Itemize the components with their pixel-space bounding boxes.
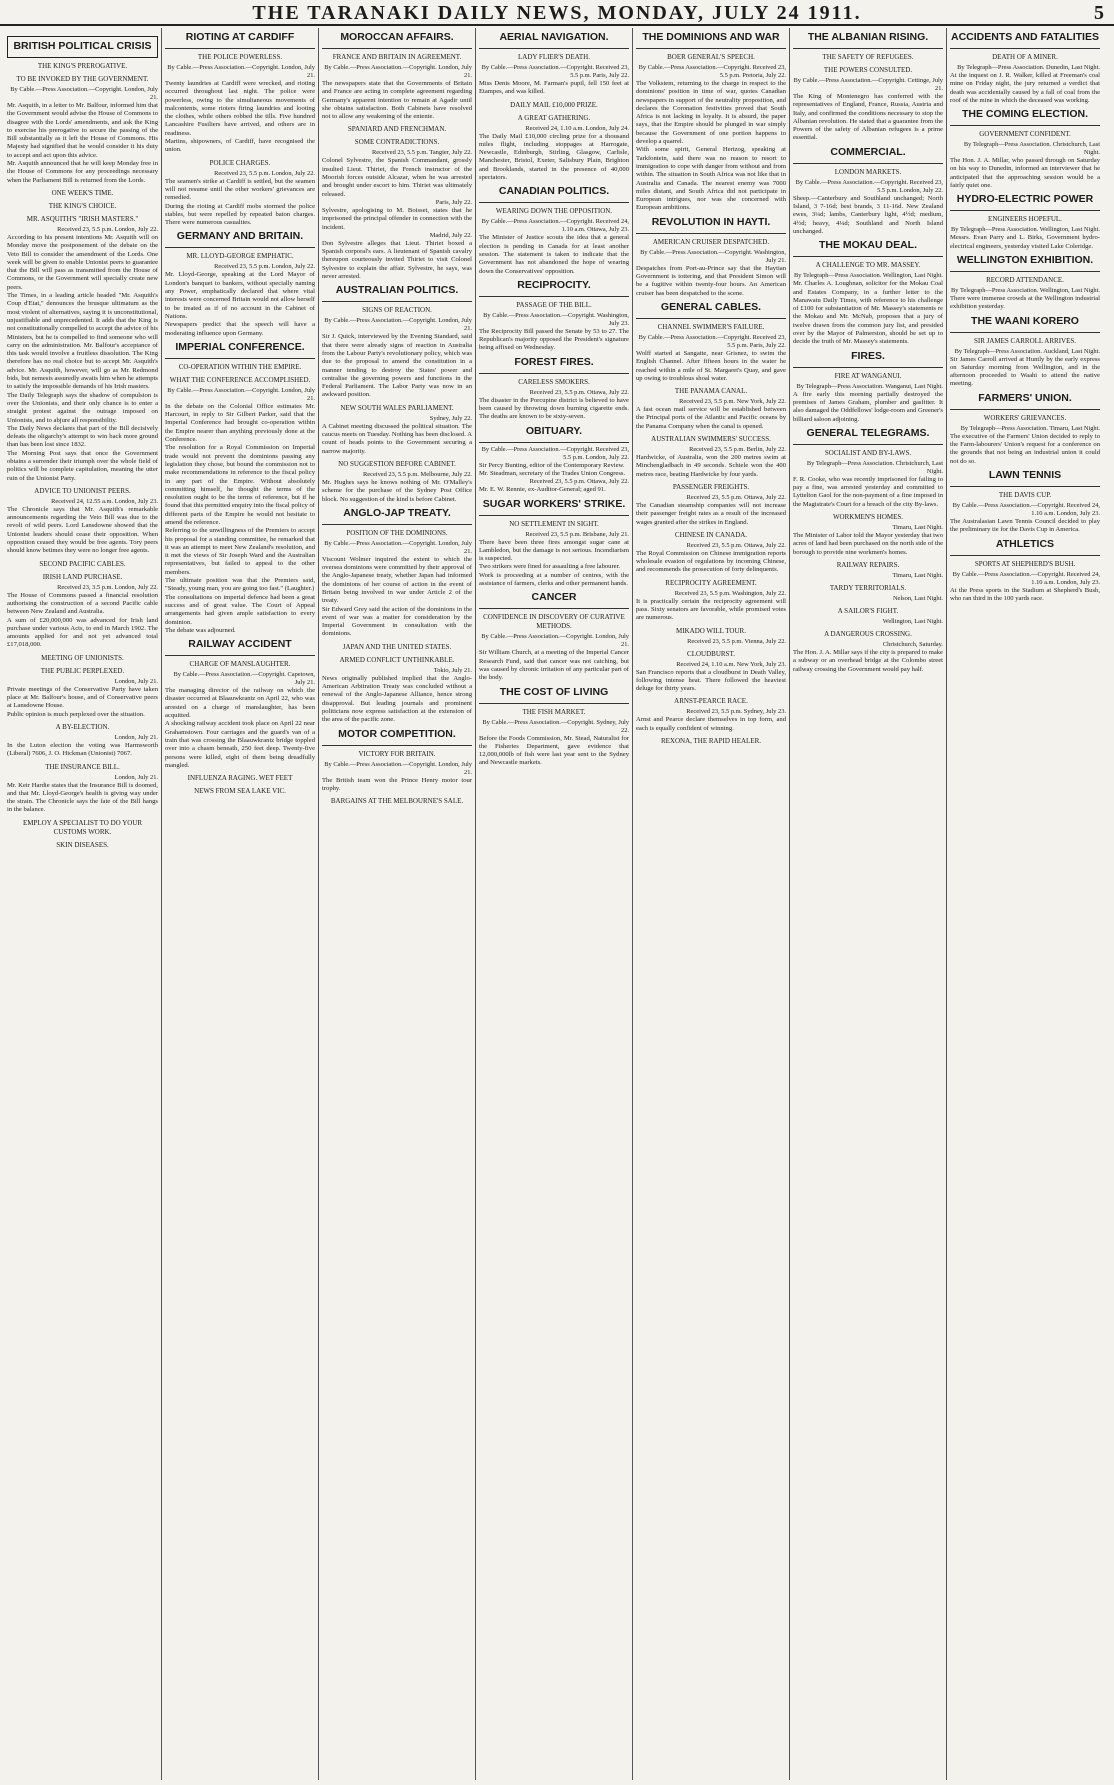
dateline: By Cable.—Press Association.—Copyright. Received 23, 5.5 p.m. Pretoria, July 22.	[638, 64, 786, 79]
paragraph: The Chronicle says that Mr. Asquith's remarkable announcements regarding the Veto Bill was due to the revolt of wild peers. Lord Lansdowne showed that the Unionist leaders should cease their opposition. When opposition ceased they would be free agents. Tory peers should know betimes they were no longer free agents.	[7, 505, 158, 555]
section-heading: GERMANY AND BRITAIN.	[165, 227, 315, 248]
subheading: A SAILOR'S FIGHT.	[837, 606, 899, 615]
dateline: Received 23, 5.5 p.m. Washington, July 22.	[674, 589, 786, 597]
paragraph: San Francisco reports that a cloudburst in Death Valley, following intense heat. There followed the heaviest deluge for thirty years.	[636, 668, 786, 693]
subheading: BARGAINS AT THE MELBOURNE'S SALE.	[330, 797, 464, 806]
paragraph: Mr. Keir Hardie states that the Insurance Bill is doomed, and that Mr. Lloyd-George's health is giving way under the strain. The Chronicle says the fate of the Bill hangs in the balance.	[7, 781, 158, 814]
paragraph: Private meetings of the Conservative Party have taken place at Mr. Balfour's house, and of Conservative peers at Lansdowne House.	[7, 685, 158, 710]
paragraph: Newspapers predict that the speech will have a moderating influence upon Germany.	[165, 321, 315, 337]
section-heading: SUGAR WORKERS' STRIKE.	[479, 495, 629, 516]
paragraph: The executive of the Farmers' Union decided to reply to the Farm-labourers' Union's request for a conference on the grounds that not being an industrial union it could not do so.	[950, 432, 1100, 465]
paragraph: Mr. Asquith, in a letter to Mr. Balfour, informed him that the Government would advise the House of Commons to disagree with the Lords' amendments, and ask the King to exercise his prerogative to secure the passing of the Bill substantially as it left the House of Commons. His Majesty had signified that he would consider it his duty to accept and act upon this advice.	[7, 102, 158, 159]
paragraph: A fire early this morning partially destroyed the premises of James Graham, plumber and gasfitter. It also damaged the Oddfellows' lodge-room and Greener's billiard saloon adjoining.	[793, 390, 943, 423]
paragraph: Two strikers were fined for assaulting a free labourer.	[479, 563, 621, 571]
subheading: CHANNEL SWIMMER'S FAILURE.	[657, 322, 765, 331]
subheading: RECIPROCITY AGREEMENT.	[665, 578, 757, 587]
paragraph: Mr. Lloyd-George, speaking at the Lord Mayor of London's banquet to bankers, without specially naming any Power, emphatically declared that where vital interests were concerned Britain would not allow herself to be treated as if of no account in the Cabinet of Nations.	[165, 271, 315, 320]
section-heading: THE COMING ELECTION.	[950, 105, 1100, 126]
dateline: Received 23, 5.5 p.m. Melbourne, July 22.	[363, 470, 472, 478]
dateline: By Cable.—Press Association.—Copyright. Received 23, 5.5 p.m. London, July 22.	[795, 178, 943, 194]
paragraph: Arnst and Pearce declare themselves in top form, and each is equally confident of winning.	[636, 716, 786, 732]
section-heading: RECIPROCITY.	[479, 276, 629, 297]
subheading: NO SETTLEMENT IN SIGHT.	[509, 519, 599, 528]
paragraph: Public opinion is much perplexed over the situation.	[7, 710, 145, 718]
section-heading: COMMERCIAL.	[793, 143, 943, 164]
column-4	[475, 28, 632, 1780]
paragraph: The Daily News declares that part of the Bill decisively defeats the oligarchy's attempt to win back more ground than has been lost since 1832.	[7, 424, 158, 449]
paragraph: The debate was adjourned.	[165, 626, 236, 634]
section-heading: FIRES.	[793, 347, 943, 368]
dateline: Madrid, July 22.	[429, 231, 472, 239]
dateline: Received 23, 5.5 p.m. Berlin, July 22.	[689, 446, 786, 454]
section-heading: MOROCCAN AFFAIRS.	[322, 28, 472, 49]
subheading: IRISH LAND PURCHASE.	[42, 572, 123, 581]
dateline: By Cable.—Press Association.—Copyright. Received 24, 1.10 a.m. London, July 23.	[952, 501, 1100, 517]
paragraph: A sum of £20,000,000 was advanced for Irish land purchase under various Acts, to end in March 1902. The amounts applied for and not yet advanced total £17,018,000.	[7, 616, 158, 649]
section-heading: IMPERIAL CONFERENCE.	[165, 338, 315, 359]
subheading: ENGINEERS HOPEFUL.	[988, 215, 1062, 224]
paragraph: F. R. Cooke, who was recently imprisoned for failing to pay a fine, was arrested yesterday and committed to Lyttelton Gaol for the non-payment of a fine imposed in the Magistrate's Court for a breach of the city By-laws.	[793, 475, 943, 508]
paragraph: The Canadian steamship companies will not increase their passenger freight rates as a result of the increased wages granted after the strikes in England.	[636, 501, 786, 526]
column-5	[632, 28, 789, 1780]
subheading: MEETING OF UNIONISTS.	[41, 653, 124, 662]
paragraph: The Hon. J. A. Millar says if the city is prepared to make a subway or an overhead bridge at the Colombo street railway crossing the Government would pay half.	[793, 648, 943, 673]
paragraph: Sir James Carroll arrived at Huntly by the early express on Saturday morning from Wellington, and in the afternoon proceeded to Waahi to attend the native meeting.	[950, 355, 1100, 388]
paragraph: The Morning Post says that once the Government obtains a surrender their triumph over the whole field of politics will be complete capitulation, meaning the utter ruin of the Unionist Party.	[7, 449, 158, 482]
subheading: THE FISH MARKET.	[522, 707, 586, 716]
dateline: Timaru, Last Night.	[892, 571, 943, 579]
subheading: MIKADO WILL TOUR.	[676, 626, 746, 635]
section-heading-boxed: BRITISH POLITICAL CRISIS	[7, 36, 158, 58]
dateline: Received 23, 5.5 p.m. Sydney, July 23.	[686, 708, 786, 716]
subheading: ARMED CONFLICT UNTHINKABLE.	[339, 655, 455, 664]
paragraph: Hardwicke, of Australia, won the 200 metres swim at Minchengladbach in 49 seconds. Schiele won the 400 metres race, beating Hardwicke by four yards.	[636, 454, 786, 478]
paragraph: The seamen's strike at Cardiff is settled, but the seamen will not resume until the other workers' grievances are remedied.	[165, 177, 315, 202]
column-3	[318, 28, 475, 1780]
dateline: By Telegraph—Press Association. Auckland, Last Night.	[954, 347, 1100, 355]
paragraph: The House of Commons passed a financial resolution authorising the construction of a second Pacific cable between New Zealand and Australia.	[7, 591, 158, 616]
paragraph: The British team won the Prince Henry motor tour trophy.	[322, 776, 472, 792]
column-7	[946, 28, 1103, 1780]
paragraph: Sir William Church, at a meeting of the Imperial Cancer Research Fund, said that cancer was not catching, but was caused by chronic irritation of any particular part of the body.	[479, 649, 629, 682]
subheading: NO SUGGESTION BEFORE CABINET.	[338, 459, 456, 468]
subheading: INFLUENZA RAGING. WET FEET	[187, 774, 293, 783]
paragraph: The Royal Commission on Chinese immigration reports wholesale evasion of regulations by incoming Chinese, and recommends the prosecution of forty delinquents.	[636, 549, 786, 574]
subheading: SOCIALIST AND BY-LAWS.	[824, 448, 912, 457]
newspaper-columns	[4, 28, 1110, 1780]
section-heading: LAWN TENNIS	[950, 466, 1100, 487]
paragraph: Sir J. Quick, interviewed by the Evening Standard, said that there were already signs of reaction in Australia from the Labour Party's revolutionary policy, which was due to the proposal to amend the constitution in a manner tending to destroy the States' power and centralise the governing powers and functions in the Federal Parliament. The Labor Party was now in an awkward position.	[322, 333, 472, 399]
subheading: WORKERS' GRIEVANCES.	[983, 413, 1067, 422]
paragraph: The Reciprocity Bill passed the Senate by 53 to 27. The Republican's majority opposed the President's signature being affixed on Wednesday.	[479, 327, 629, 352]
column-6	[789, 28, 946, 1780]
subheading: FIRE AT WANGANUI.	[834, 371, 902, 380]
column-1	[4, 28, 161, 1780]
subheading: VICTORY FOR BRITAIN.	[358, 749, 436, 758]
paragraph: In the debate on the Colonial Office estimates Mr. Harcourt, in reply to Sir Gilbert Parker, said that the Imperial Conference had brought co-operation within the Empire nearer than anything previously done at the Conference.	[165, 402, 315, 444]
paragraph: Referring to the unwillingness of the Premiers to accept his proposal for a standing committee, he remarked that it was an attempt to meet New Zealand's resolution, and it met the views of Sir Joseph Ward and the Australian representatives, but failed to appeal to the other members.	[165, 527, 315, 576]
dateline: By Cable.—Press Association.—Copyright. London, July 21.	[324, 64, 472, 79]
section-heading: OBITUARY.	[479, 422, 629, 443]
subheading: RECORD ATTENDANCE.	[986, 275, 1064, 284]
section-heading: RAILWAY ACCIDENT	[165, 635, 315, 656]
dateline: Received 24, 1.10 a.m. New York, July 23.	[676, 660, 786, 668]
dateline: London, July 21.	[114, 733, 158, 741]
subheading: MR. LLOYD-GEORGE EMPHATIC.	[186, 252, 294, 261]
subheading: THE PANAMA CANAL.	[674, 387, 748, 396]
section-heading: THE COST OF LIVING	[479, 683, 629, 704]
section-heading: HYDRO-ELECTRIC POWER	[950, 190, 1100, 211]
paragraph: With some spirit, General Hertzog, speaking at Tarkfontein, said there was no reason to resort to immigration to cope with danger from without and from within. The situation in South Africa was not like that in Australia and Canada. The nearest enemy was 7000 miles distant, and South Africa did not participate in European intrigues, nor was she concerned with European ambitions.	[636, 146, 786, 212]
section-heading: THE ALBANIAN RISING.	[793, 28, 943, 49]
subheading: RAILWAY REPAIRS.	[836, 560, 900, 569]
dateline: By Cable.—Press Association.—Copyright. Washington, July 23.	[483, 311, 629, 327]
subheading: ONE WEEK'S TIME.	[51, 188, 114, 197]
subheading: CARELESS SMOKERS.	[518, 377, 590, 386]
paragraph: The resolution for a Royal Commission on Imperial trade would not prevent the dominions passing any legislation they chose, but bound the commission not to make recommendations in reference to the fiscal policy in any part of the Empire. Without absolutely committing himself, he thought the terms of the resolution ought to be the terms of reference, but if he found that this permitted enquiry into the fiscal policy of different parts of the Empire he would not hesitate to amend the reference.	[165, 444, 315, 526]
paragraph: Sir Edward Grey said the action of the dominions in the event of war was a matter for consideration by the Imperial Government in consultation with the dominions.	[322, 605, 472, 638]
dateline: By Cable.—Press Association.—Copyright. London, July 21.	[10, 86, 158, 101]
subheading: EMPLOY A SPECIALIST TO DO YOUR CUSTOMS WORK.	[22, 818, 143, 836]
dateline: Received 23, 5.5 p.m. London, July 22.	[214, 169, 315, 177]
paragraph: Don Sylvestre alleges that Lieut. Thiriet boxed a Spanish corporal's ears. A lieutenant of Spanish cavalry thereupon courteously invited Thiriet to visit Colonel Sylvestre to explain the affair. Sylvestre, he says, was never arrested.	[322, 239, 472, 281]
paragraph: Work is proceeding at a number of centres, with the assistance of farmers, clerks and other permanent hands.	[479, 571, 629, 588]
paragraph: The consultations on imperial defence had been a great success and of great value. The Court of Appeal arrangements had given ample satisfaction to every dominion.	[165, 593, 315, 626]
section-heading: RIOTING AT CARDIFF	[165, 28, 315, 49]
dateline: Paris, July 22.	[435, 198, 472, 206]
subheading: JAPAN AND THE UNITED STATES.	[342, 642, 452, 651]
dateline: Received 23, 3.5 p.m. London, July 22.	[57, 583, 158, 591]
dateline: Nelson, Last Night.	[892, 594, 943, 602]
paragraph: According to his present intentions Mr. Asquith will on Monday move the postponement of the debate on the Veto Bill to consider the amendment of the Lords. One week will be given to enable Unionist peers to guarantee that the Bill will pass as transmitted from the House of Commons, or the Government will specially create new peers.	[7, 233, 158, 291]
subheading: SPANIARD AND FRENCHMAN.	[347, 125, 447, 134]
paragraph: Mr. Asquith announced that he will keep Monday free in the House of Commons for any proceedings necessary when the Parliament Bill is returned from the Lords.	[7, 160, 158, 184]
paragraph: There were immense crowds at the Wellington industrial exhibition yesterday.	[950, 294, 1100, 311]
paragraph: A Cabinet meeting discussed the political situation. The caucus meets on Tuesday. Nothing has been disclosed. A count of heads points to the Government securing a narrow majority.	[322, 422, 472, 455]
dateline: Tokio, July 21.	[433, 666, 472, 674]
dateline: By Cable.—Press Association.—Copyright. Washington, July 21.	[640, 248, 786, 264]
subheading: POLICE CHARGES.	[209, 158, 271, 167]
subheading: A CHALLENGE TO MR. MASSEY.	[815, 261, 921, 270]
dateline: By Cable.—Press Association.—Copyright. London, July 21.	[324, 760, 472, 776]
section-heading: GENERAL TELEGRAMS.	[793, 424, 943, 445]
subheading: POSITION OF THE DOMINIONS.	[346, 528, 448, 537]
subheading: A BY-ELECTION.	[55, 722, 110, 731]
paragraph: Miss Denis Moore, M. Farman's pupil, fell 150 feet at Etampes, and was killed.	[479, 80, 629, 96]
section-heading: FOREST FIRES.	[479, 353, 629, 374]
subheading: LONDON MARKETS.	[834, 167, 902, 176]
dateline: Received 23, 5.5 p.m. Brisbane, July 21.	[525, 530, 629, 538]
section-heading: ATHLETICS	[950, 535, 1100, 556]
paragraph: The managing director of the railway on which the disaster occurred at Blaauwkrantz on April 22, who was arrested on a charge of manslaughter, has been acquitted.	[165, 687, 315, 720]
section-heading: THE WAANI KORERO	[950, 312, 1100, 333]
subheading: THE PUBLIC PERPLEXED.	[40, 666, 125, 675]
subheading: SIR JAMES CARROLL ARRIVES.	[973, 336, 1077, 345]
dateline: London, July 21.	[114, 773, 158, 781]
subheading: MR. ASQUITH'S "IRISH MASTERS."	[26, 214, 139, 223]
paragraph: Before the Foods Commission, Mr. Stead, Naturalist for the Fisheries Department, gave evidence that 12,000,000lb of fish were last year sent to the Sydney and Newcastle markets.	[479, 734, 629, 767]
dateline: By Telegraph—Press Association. Timaru, Last Night.	[960, 424, 1100, 432]
subheading: NEW SOUTH WALES PARLIAMENT.	[340, 403, 454, 412]
subheading: THE POWERS CONSULTED.	[823, 66, 913, 74]
dateline: By Cable.—Press Association.—Copyright. Received 24, 1.10 a.m. London, July 23.	[952, 570, 1100, 586]
section-heading: REVOLUTION IN HAYTI.	[636, 213, 786, 234]
paragraph: Martins, shipowners, of Cardiff, have recognised the union.	[165, 138, 315, 154]
subheading: DAILY MAIL £10,000 PRIZE.	[510, 100, 598, 109]
section-heading: WELLINGTON EXHIBITION.	[950, 251, 1100, 272]
dateline: By Cable.—Press Association.—Copyright. London, July 21.	[167, 386, 315, 402]
subheading: CONFIDENCE IN DISCOVERY OF CURATIVE METHODS.	[483, 613, 625, 631]
subheading: GOVERNMENT CONFIDENT.	[979, 130, 1071, 139]
paragraph: In the Luton election the voting was Harmsworth (Liberal) 7606, J. O. Hickman (Unionist) 7067.	[7, 741, 158, 758]
paragraph: The Times, in a leading article headed "Mr. Asquith's Coup d'Etat," denounces the brusque ultimatum as the most violent of alternatives, saying it is unconstitutional, unjustifiable and unprecedented. It adds that the King is not constitutionally compelled to accept the advice of his Ministers, but he is compelled to find someone who will carry on the administration. Mr. Balfour's acceptance of this task would involve a fruitless dissolution. The King therefore has no real choice but to accept Mr. Asquith's advice. Mr. Asquith, however, will go as Mr. Redmond bids, but nemesis assuredly awaits him when he attempts to satisfy the impossible demands of his Irish masters.	[7, 292, 158, 391]
section-heading: ANGLO-JAP TREATY.	[322, 504, 472, 525]
paragraph: Mr. Hughes says he knows nothing of Mr. O'Malley's scheme for the purchase of the Sydney Post Office block. No suggestion of the kind is before Cabinet.	[322, 478, 472, 503]
subheading: A DANGEROUS CROSSING.	[824, 629, 912, 638]
dateline: Received 24, 1.10 a.m. London, July 24.	[525, 124, 629, 132]
paragraph: The Minister of Labor told the Mayor yesterday that two acres of land had been purchased on the north side of the borough to provide nine workmen's homes.	[793, 532, 943, 556]
subheading: CHARGE OF MANSLAUGHTER.	[189, 660, 291, 669]
dateline: Received 23, 5.5 p.m. London, July 22.	[57, 225, 158, 233]
column-2	[161, 28, 318, 1780]
paragraph: The Daily Mail £10,000 circling prize for a thousand miles flight, including stoppages at Harrogate, Newcastle, Edinburgh, Stirling, Glasgow, Carlisle, Manchester, Bristol, Exeter, Salisbury Plain, Brighton and Brooklands, started in the presence of 40,000 spectators.	[479, 132, 629, 182]
dateline: Received 23, 5.5 p.m. Ottawa, July 22.	[686, 541, 786, 549]
page-number: 5	[1094, 2, 1104, 24]
subheading: THE DAVIS CUP.	[998, 490, 1052, 499]
subheading: THE INSURANCE BILL.	[45, 762, 120, 771]
dateline: By Telegraph—Press Association. Wellington, Last Night.	[951, 226, 1100, 234]
paragraph: Viscount Wolmer inquired the extent to which the oversea dominions were committed by their approval of the Anglo-Japanese treaty, whether Japan had informed the dominions of her course of action in the event of Britain being involved in war under Article 2 of the treaty.	[322, 555, 472, 605]
subheading: THE POLICE POWERLESS.	[197, 53, 283, 61]
paragraph: At the Press sports in the Stadium at Shepherd's Bush, who ran third in the 100 yards race.	[950, 586, 1100, 602]
dateline: Received 23, 5.5 p.m. Ottawa, July 22.	[529, 478, 629, 486]
subheading: A GREAT GATHERING.	[517, 113, 591, 122]
dateline: By Telegraph—Press Association. Wellington, Last Night.	[794, 272, 943, 280]
dateline: By Cable.—Press Association.—Copyright. London, July 21.	[324, 317, 472, 333]
paragraph: Colonel Sylvestre, the Spanish Commandant, grossly insulted Lieut. Thiriet, the French instructor of the Moorish forces outside Alcazar, when he was arrested and brought under escort to him. Thiriet was ultimately released.	[322, 157, 472, 198]
section-heading: AERIAL NAVIGATION.	[479, 28, 629, 49]
dateline: By Cable.—Press Association.—Copyright. Received 23, 5.5 p.m. Paris, July 22.	[481, 64, 629, 79]
dateline: Received 24, 12.55 a.m. London, July 23.	[51, 497, 158, 505]
subheading: CLOUDBURST.	[687, 649, 735, 658]
dateline: By Telegraph—Press Association. Dunedin, Last Night.	[957, 64, 1100, 71]
dateline: Wellington, Last Night.	[882, 617, 943, 625]
subheading: CO-OPERATION WITHIN THE EMPIRE.	[178, 362, 302, 371]
dateline: Received 23, 5.5 p.m. New York, July 22.	[679, 398, 786, 406]
paragraph: The Hon. J. A. Millar, who passed through on Saturday on his way to Dunedin, informed an interviewer that he anticipated that the approaching session would be a fairly quiet one.	[950, 157, 1100, 190]
paragraph: The Australasian Lawn Tennis Council decided to play the preliminary tie for the Davis Cup in America.	[950, 517, 1100, 534]
dateline: By Cable.—Press Association.—Copyright. Sydney, July 22.	[482, 718, 629, 734]
section-heading: CANCER	[479, 588, 629, 609]
paragraph: The King of Montenegro has conferred with the representatives of England, France, Russia, Austria and Italy, and confirmed the conditions necessary to stop the Albanian revolution. He stated that a guarantee from the Powers of the safety of Albanian refugees is a prime essential.	[793, 93, 943, 142]
dateline: By Telegraph—Press Association. Wanganui, Last Night.	[796, 382, 943, 390]
paragraph: Mr. Steadman, secretary of the Trades Union Congress.	[479, 469, 626, 477]
paragraph: Sheep.—Canterbury and Southland unchanged; North Island, 3 7-16d; best brands, 3 11-16d. New Zealand ewes, 3¼d; lambs, Canterbury light, 4½d; medium, 4½d; heavy, 4¼d; Southland and North Island unchanged.	[793, 194, 943, 235]
paragraph: There have been three fires amongst sugar cane at Lambledon, but the damage is not serious. Incendiarism is suspected.	[479, 538, 629, 563]
paragraph: During the rioting at Cardiff mobs stormed the police stables, but were repelled by repeated baton charges. There were numerous casualties.	[165, 202, 315, 227]
subheading: CHINESE IN CANADA.	[674, 530, 748, 539]
dateline: Received 23, 5.5 p.m. Vienna, July 22.	[687, 637, 786, 645]
paragraph: Wolff started at Sangatte, near Grisnez, to swim the English Channel. After fifteen hours in the water he reached within a mile of St. Margaret's Quay, and gave up owing to troublous shoal water.	[636, 349, 786, 382]
paragraph: The newspapers state that the Governments of Britain and France are acting in complete agreement regarding Germany's apparent intention to remain at Agadir until she obtains satisfaction. Both Cabinets have resolved not to allow any weakening of the entente.	[322, 80, 472, 121]
paragraph: The Volkstem, returning to the charge in respect to the dominions' position in time of war, quotes Canadian newspapers in support of the neutrality proposition, and declares the Coronation festivities proved that South Africa is not lacking in loyalty. It is absurd, the paper says, that the Empire should be plunged in war simply because the Government of one portion happens to develop a quarrel.	[636, 80, 786, 146]
dateline: Received 23, 5.5 p.m. London, July 22.	[214, 263, 315, 271]
subheading: AMERICAN CRUISER DESPATCHED.	[652, 237, 770, 246]
subheading: SKIN DISEASES.	[56, 840, 109, 849]
paragraph: It is practically certain the reciprocity agreement will pass. Sixty senators are favorable, while promised votes are numerous.	[636, 597, 786, 622]
subheading: REXONA, THE RAPID HEALER.	[660, 737, 761, 746]
section-heading: AUSTRALIAN POLITICS.	[322, 281, 472, 302]
dateline: By Cable.—Press Association.—Copyright. Capetown, July 21.	[173, 671, 315, 687]
subheading: WORKMEN'S HOMES.	[832, 513, 904, 522]
dateline: Received 23, 5.5 p.m. Ottawa, July 22.	[529, 388, 629, 396]
subheading: THE KING'S CHOICE.	[48, 201, 117, 210]
section-heading: THE DOMINIONS AND WAR	[636, 28, 786, 49]
section-heading: FARMERS' UNION.	[950, 389, 1100, 410]
paragraph: At the inquest on J. R. Walker, killed at Freeman's coal mine on Friday night, the jury returned a verdict that death was accidentally caused by a fall of coal from the roof of the mine in which the deceased was working.	[950, 72, 1100, 104]
dateline: By Telegraph—Press Association. Christchurch, Last Night.	[963, 141, 1100, 157]
subheading: WHAT THE CONFERENCE ACCOMPLISHED.	[169, 375, 311, 384]
dateline: By Telegraph—Press Association. Wellington, Last Night.	[951, 286, 1100, 294]
subheading: SIGNS OF REACTION.	[362, 306, 432, 315]
paragraph: A shocking railway accident took place on April 22 near Grahamstown. Four carriages and the guard's van of a train that was crossing the Blaauwkrantz bridge toppled over into a chasm beneath, 250 feet deep. Twenty-five persons were killed, eight of them being dreadfully mangled.	[165, 720, 315, 769]
subheading: BOER GENERAL'S SPEECH.	[667, 53, 755, 61]
masthead	[0, 0, 1114, 26]
section-heading: ACCIDENTS AND FATALITIES	[950, 28, 1100, 49]
subheading: NEWS FROM SEA LAKE VIC.	[194, 787, 286, 796]
dateline: By Cable.—Press Association.—Copyright. Received 23, 5.5 p.m. Paris, July 22.	[638, 333, 786, 349]
section-heading: THE MOKAU DEAL.	[793, 236, 943, 257]
dateline: Received 23, 5.5 p.m. Ottawa, July 22.	[686, 493, 786, 501]
section-heading: CANADIAN POLITICS.	[479, 182, 629, 203]
paragraph: Mr. E. W. Rennie, ex-Auditor-General; aged 91.	[479, 486, 606, 494]
paragraph: Twenty laundries at Cardiff were wrecked, and rioting occurred throughout last night. The police were powerless, owing to the simultaneous movements of malcontents, some rioters firing laundries and looting the clothes, while others robbed the tills. Five hundred Lancashire Fusiliers have arrived, and others are in readiness.	[165, 80, 315, 137]
dateline: London, July 21.	[114, 677, 158, 685]
paragraph: The ultimate position was that the Premiers said, "Steady, young man, you are going too fast." (Laughter.)	[165, 577, 315, 593]
subheading: SECOND PACIFIC CABLES.	[39, 559, 126, 568]
dateline: By Cable.—Press Association.—Copyright. London, July 21.	[324, 539, 472, 555]
subheading: TARDY TERRITORIALS.	[829, 583, 907, 592]
paragraph: A fast ocean mail service will be established between the Principal ports of the Atlantic and Pacific oceans by the Panama Company when the canal is opened.	[636, 406, 786, 430]
dateline: Sydney, July 22.	[429, 414, 472, 422]
subheading: TO BE INVOKED BY THE GOVERNMENT.	[16, 75, 149, 83]
subheading: DEATH OF A MINER.	[992, 53, 1058, 61]
paragraph: Sir Percy Bunting, editor of the Contemporary Review.	[479, 461, 625, 469]
subheading: ARNST-PEARCE RACE.	[674, 697, 748, 706]
subheading: THE SAFETY OF REFUGEES.	[822, 53, 914, 61]
subheading: ADVICE TO UNIONIST PEERS.	[34, 486, 131, 495]
dateline: Received 23, 5.5 p.m. Tangier, July 22.	[372, 149, 472, 157]
paragraph: Despatches from Port-au-Prince say that the Haytian Government is tottering, and that President Simon will be a fugitive within twenty-four hours. An American cruiser has been despatched to the scene.	[636, 264, 786, 297]
subheading: LADY FLIER'S DEATH.	[518, 53, 590, 61]
subheading: THE KING'S PREROGATIVE.	[37, 62, 128, 70]
section-heading: GENERAL CABLES.	[636, 298, 786, 319]
paragraph: Mr. Charles A. Loughnan, solicitor for the Mokau Coal and Estates Company, in a further letter to the Manawatu Daily Times, with reference to his challenge of £100 for substantiation of Mr. Massey's statements re the Mokau and Mr. McNab, proposes that a jury of twelve drawn from the common jury list, and presided over by the Mayor of Palmerston, should be set up to decide the truth of Mr. Massey's statements.	[793, 280, 943, 346]
dateline: Timaru, Last Night.	[892, 524, 943, 532]
subheading: WEARING DOWN THE OPPOSITION.	[495, 207, 613, 216]
paragraph: The Minister of Justice scouts the idea that a general election is pending in Canada for at least another session. The statement is taken to indicate that the Government has not abandoned the hope of wearing down the Conservatives' opposition.	[479, 234, 629, 275]
dateline: By Cable.—Press Association.—Copyright. Received 23, 5.5 p.m. London, July 22.	[481, 445, 629, 461]
dateline: By Telegraph—Press Association. Christchurch, Last Night.	[806, 459, 943, 475]
subheading: SPORTS AT SHEPHERD'S BUSH.	[974, 559, 1076, 568]
dateline: Christchurch, Saturday.	[882, 640, 943, 648]
dateline: By Cable.—Press Association.—Copyright. London, July 21.	[481, 633, 629, 649]
dateline: By Cable.—Press Association.—Copyright. Cettinge, July 21.	[793, 77, 943, 92]
newspaper-title: THE TARANAKI DAILY NEWS, MONDAY, JULY 24 1911.	[252, 2, 862, 24]
section-heading: MOTOR COMPETITION.	[322, 725, 472, 746]
subheading: FRANCE AND BRITAIN IN AGREEMENT.	[332, 53, 462, 61]
subheading: PASSENGER FREIGHTS.	[672, 482, 750, 491]
paragraph: The disaster in the Porcupine district is believed to have been caused by throwing down burning cigarette ends. The deaths are known to be sixty-seven.	[479, 396, 629, 421]
paragraph: News originally published implied that the Anglo-American Arbitration Treaty was concluded without a renewal of the Anglo-Japanese Alliance, hence strong disapproval. But leading journals and prominent politicians now express satisfaction at the extension of the area of the pacific zone.	[322, 674, 472, 724]
paragraph: The Daily Telegraph says the shadow of compulsion is over the Unionists, and their only chance is to enter a straight protest against the outrage imposed on Unionists, and to abjure all responsibility.	[7, 391, 158, 424]
dateline: By Cable.—Press Association.—Copyright. Received 24, 1.10 a.m. Ottawa, July 23.	[481, 218, 629, 234]
paragraph: Messrs. Evan Parry and L. Birks, Government hydro-electrical engineers, yesterday visited Lake Coleridge.	[950, 234, 1100, 250]
subheading: PASSAGE OF THE BILL.	[516, 300, 592, 309]
dateline: By Cable.—Press Association.—Copyright. London, July 21.	[167, 64, 315, 79]
subheading: SOME CONTRADICTIONS.	[354, 138, 440, 147]
subheading: AUSTRALIAN SWIMMERS' SUCCESS.	[651, 435, 771, 444]
paragraph: Sylvestre, apologising to M. Boisset, states that he imprisoned the principal offender in connection with the incident.	[322, 206, 472, 231]
